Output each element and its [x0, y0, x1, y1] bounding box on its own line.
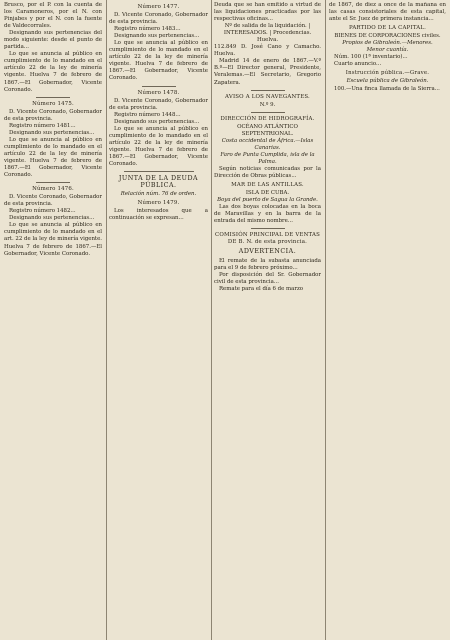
- paragraph: D. Vicente Coronado, Gobernador de esta provincia.: [109, 97, 208, 111]
- section-subheading: ISLA DE CUBA.: [245, 190, 290, 197]
- column-1: [4, 2, 102, 636]
- paragraph: Designando sus pertenencias del modo siguiente: desde el punto de partida...: [4, 30, 102, 51]
- paragraph: Cuarto anuncio...: [334, 61, 382, 68]
- section-heading: MAR DE LAS ANTILLAS.: [231, 182, 304, 189]
- divider: [124, 171, 194, 172]
- paragraph: Designando sus pertenencias...: [114, 118, 200, 125]
- paragraph: Designando sus pertenencias...: [9, 215, 95, 222]
- paragraph: Lo que se anuncia al público en cumplimiento de lo mandado en el artículo 22 de la ley de minería vigente. Huelva 7 de febrero de 1867.—El Gobernador, Vicente Coronado.: [4, 136, 102, 179]
- section-heading: AVISO A LOS NAVEGANTES.: [225, 93, 310, 100]
- paragraph: Registro número 1448...: [114, 111, 181, 118]
- divider: [36, 182, 70, 183]
- paragraph: 100.—Una finca llamada de la Sierra...: [334, 85, 440, 92]
- paragraph: Remate para el día 6 de marzo: [219, 285, 304, 292]
- section-heading: Número 1478.: [137, 89, 180, 96]
- section-title: JUNTA DE LA DEUDA PÚBLICA.: [118, 175, 199, 190]
- section-subheading: Costa occidental de África.—Islas Canarias.: [221, 137, 314, 151]
- paragraph: Lo que se anuncia al público en cumplimiento de lo mandado en el artículo 22 de la ley de minería vigente. Huelva 7 de febrero de 1867.—El Gobernador, Vicente Coronado.: [109, 40, 208, 82]
- column-4: [329, 2, 446, 636]
- divider: [251, 228, 285, 229]
- section-subtitle: Relación núm. 76 de orden.: [120, 191, 197, 198]
- section-heading: Número 1477.: [137, 4, 180, 10]
- paragraph: Registro número 1483...: [114, 26, 181, 33]
- column-divider: [106, 0, 107, 640]
- section-subheading: Propios de Gibraleón.—Menores.: [342, 40, 433, 47]
- paragraph: Las dos boyas colocadas en la boca de Maravillas y en la barra de la entrada del mismo nombre...: [214, 204, 321, 225]
- table-row: 112.849 D. José Cano y Camacho. Huelva.: [214, 44, 321, 58]
- divider: [251, 112, 285, 113]
- table-subheader: Huelva.: [256, 37, 279, 44]
- section-subheading: OCÉANO ATLÁNTICO SEPTENTRIONAL.: [237, 123, 298, 137]
- paragraph: Lo que se anuncia al público en cumplimiento de lo mandado en el artículo 22 de la ley de minería vigente. Huelva 7 de febrero de 1867.—El Gobernador, Vicente Coronado.: [4, 51, 102, 93]
- section-heading: DIRECCIÓN DE HIDROGRAFÍA.: [220, 115, 315, 122]
- paragraph: Registro número 1482...: [9, 208, 76, 215]
- section-subheading: Boya del puerto de Sagua la Grande.: [217, 197, 318, 204]
- paragraph: Núm. 100 (1ª inventario)...: [334, 54, 408, 61]
- paragraph: D. Vicente Coronado, Gobernador de esta provincia.: [109, 12, 208, 26]
- section-title: ADVERTENCIA.: [238, 248, 297, 256]
- paragraph: Por disposición del Sr. Gobernador civil de esta provincia...: [214, 271, 321, 285]
- paragraph: Brusco, por el P. con la cuenta de los Caramoneros, por el N. con Pinjabes y por el N. con la fuente de Valdecorrales.: [4, 2, 102, 30]
- column-3: [214, 2, 321, 636]
- section-subheading: Menor cuantía.: [366, 47, 409, 54]
- paragraph: Designando sus pertenencias...: [114, 33, 200, 40]
- paragraph: Según noticias comunicadas por la Dirección de Obras públicas...: [214, 165, 321, 180]
- paragraph: Los interesados que a continuación se expresan...: [109, 208, 208, 222]
- divider: [251, 90, 285, 91]
- section-number: N.º 9.: [259, 101, 276, 108]
- paragraph: Lo que se anuncia al público en cumplimiento de lo mandado en el art. 22 de la ley de minería vigente. Huelva 7 de febrero de 1867.—El Gobernador, Vicente Coronado.: [4, 222, 102, 257]
- column-2: [109, 2, 208, 636]
- paragraph: de 1867, de diez a once de la mañana en las casas consistoriales de esta capital, ante el Sr. Juez de primera instancia...: [329, 2, 446, 23]
- paragraph: Designando sus pertenencias...: [9, 129, 95, 136]
- paragraph: Deuda que se han emitido a virtud de las liquidaciones practicadas por las respectivas oficinas...: [214, 2, 321, 23]
- paragraph: Lo que se anuncia al público en cumplimiento de lo mandado en el artículo 22 de la ley de minería vigente. Huelva 7 de febrero de 1867.—El Gobernador, Vicente Coronado.: [109, 125, 208, 167]
- divider: [142, 86, 176, 87]
- section-heading: COMISIÓN PRINCIPAL DE VENTAS DE B. N. de esta provincia.: [215, 232, 320, 246]
- section-heading: Número 1475.: [32, 100, 74, 107]
- column-divider: [325, 0, 326, 640]
- paragraph: D. Vicente Coronado, Gobernador de esta provincia.: [4, 108, 102, 122]
- paragraph: Madrid 14 de enero de 1867.—V.º B.º—El Director general, Presidente, Veralemas.—El Secretario, Gregorio Zapatera.: [214, 58, 321, 86]
- table-header: Nº de salida de la liquidación. | INTERESADOS. | Procedencias.: [223, 23, 312, 37]
- paragraph: El remate de la subasta anunciada para el 9 de febrero próximo...: [214, 257, 321, 271]
- column-divider: [211, 0, 212, 640]
- section-subheading: BIENES DE CORPORACIONES civiles.: [334, 33, 441, 40]
- divider: [36, 97, 70, 98]
- section-heading: Número 1476.: [32, 186, 74, 193]
- section-heading: Instrucción pública.—Grave.: [345, 70, 430, 77]
- section-heading: PARTIDO DE LA CAPITAL.: [349, 25, 426, 32]
- section-heading: Número 1479.: [137, 200, 180, 207]
- paragraph: D. Vicente Coronado, Gobernador de esta provincia.: [4, 194, 102, 208]
- section-subheading: Escuela pública de Gibraleón.: [346, 78, 429, 85]
- section-subheading: Faro de Punta Cumplida, isla de la Palma.: [220, 151, 315, 165]
- paragraph: Registro número 1481...: [9, 122, 76, 129]
